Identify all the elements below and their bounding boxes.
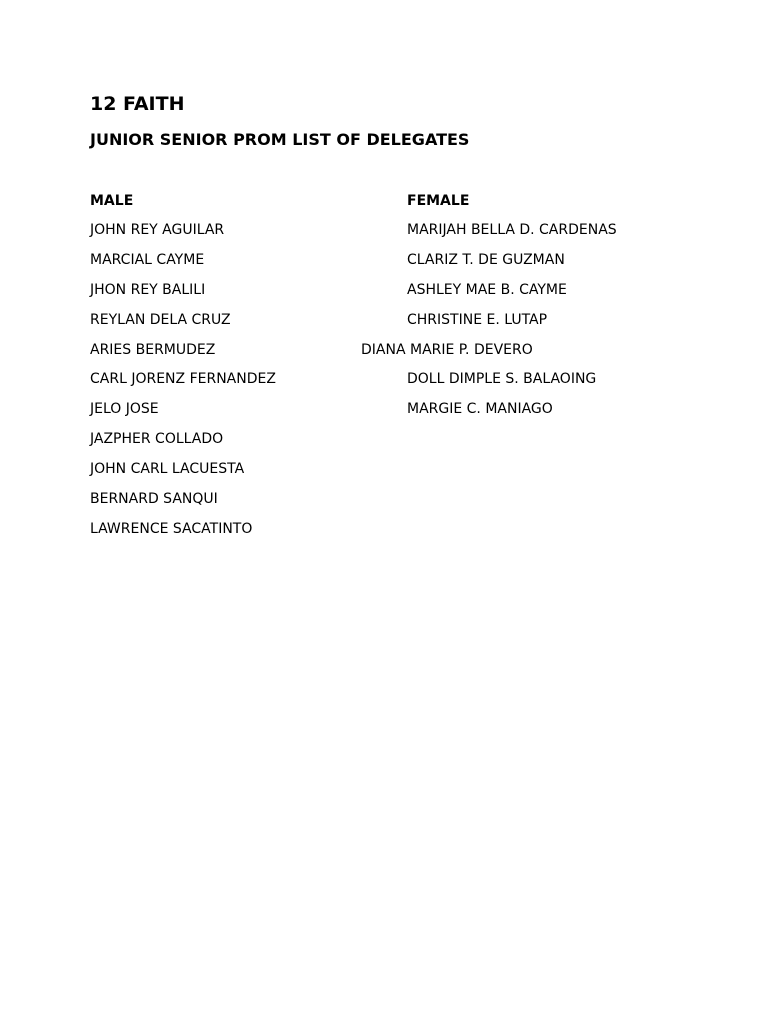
male-delegate-name: CARL JORENZ FERNANDEZ [90, 371, 276, 388]
female-delegate-name: DIANA MARIE P. DEVERO [361, 341, 533, 358]
male-delegate-name: JELO JOSE [90, 401, 159, 418]
male-delegate-name: ARIES BERMUDEZ [90, 341, 216, 358]
female-delegate-list [361, 221, 617, 430]
male-delegate-name: MARCIAL CAYME [90, 251, 205, 268]
female-delegate-name: MARIJAH BELLA D. CARDENAS [407, 222, 617, 238]
female-delegate-name: CHRISTINE E. LUTAP [407, 311, 548, 328]
female-column-header: FEMALE [407, 193, 470, 209]
male-delegate-name: JOHN REY AGUILAR [90, 222, 225, 238]
female-delegate-name: ASHLEY MAE B. CAYME [407, 281, 567, 298]
female-delegate-name: MARGIE C. MANIAGO [407, 401, 553, 418]
male-delegate-name: REYLAN DELA CRUZ [90, 311, 231, 328]
female-delegate-name: DOLL DIMPLE S. BALAOING [407, 371, 597, 388]
document-title: 12 FAITH [90, 93, 185, 115]
male-delegate-name: LAWRENCE SACATINTO [90, 520, 253, 537]
male-delegate-name: BERNARD SANQUI [90, 491, 218, 508]
male-delegate-list [90, 221, 276, 550]
male-delegate-name: JOHN CARL LACUESTA [90, 461, 245, 478]
male-delegate-name: JHON REY BALILI [90, 281, 206, 298]
female-delegate-name: CLARIZ T. DE GUZMAN [407, 251, 565, 268]
male-column-header: MALE [90, 193, 134, 209]
male-delegate-name: JAZPHER COLLADO [90, 431, 224, 448]
document-subtitle: JUNIOR SENIOR PROM LIST OF DELEGATES [90, 130, 470, 149]
